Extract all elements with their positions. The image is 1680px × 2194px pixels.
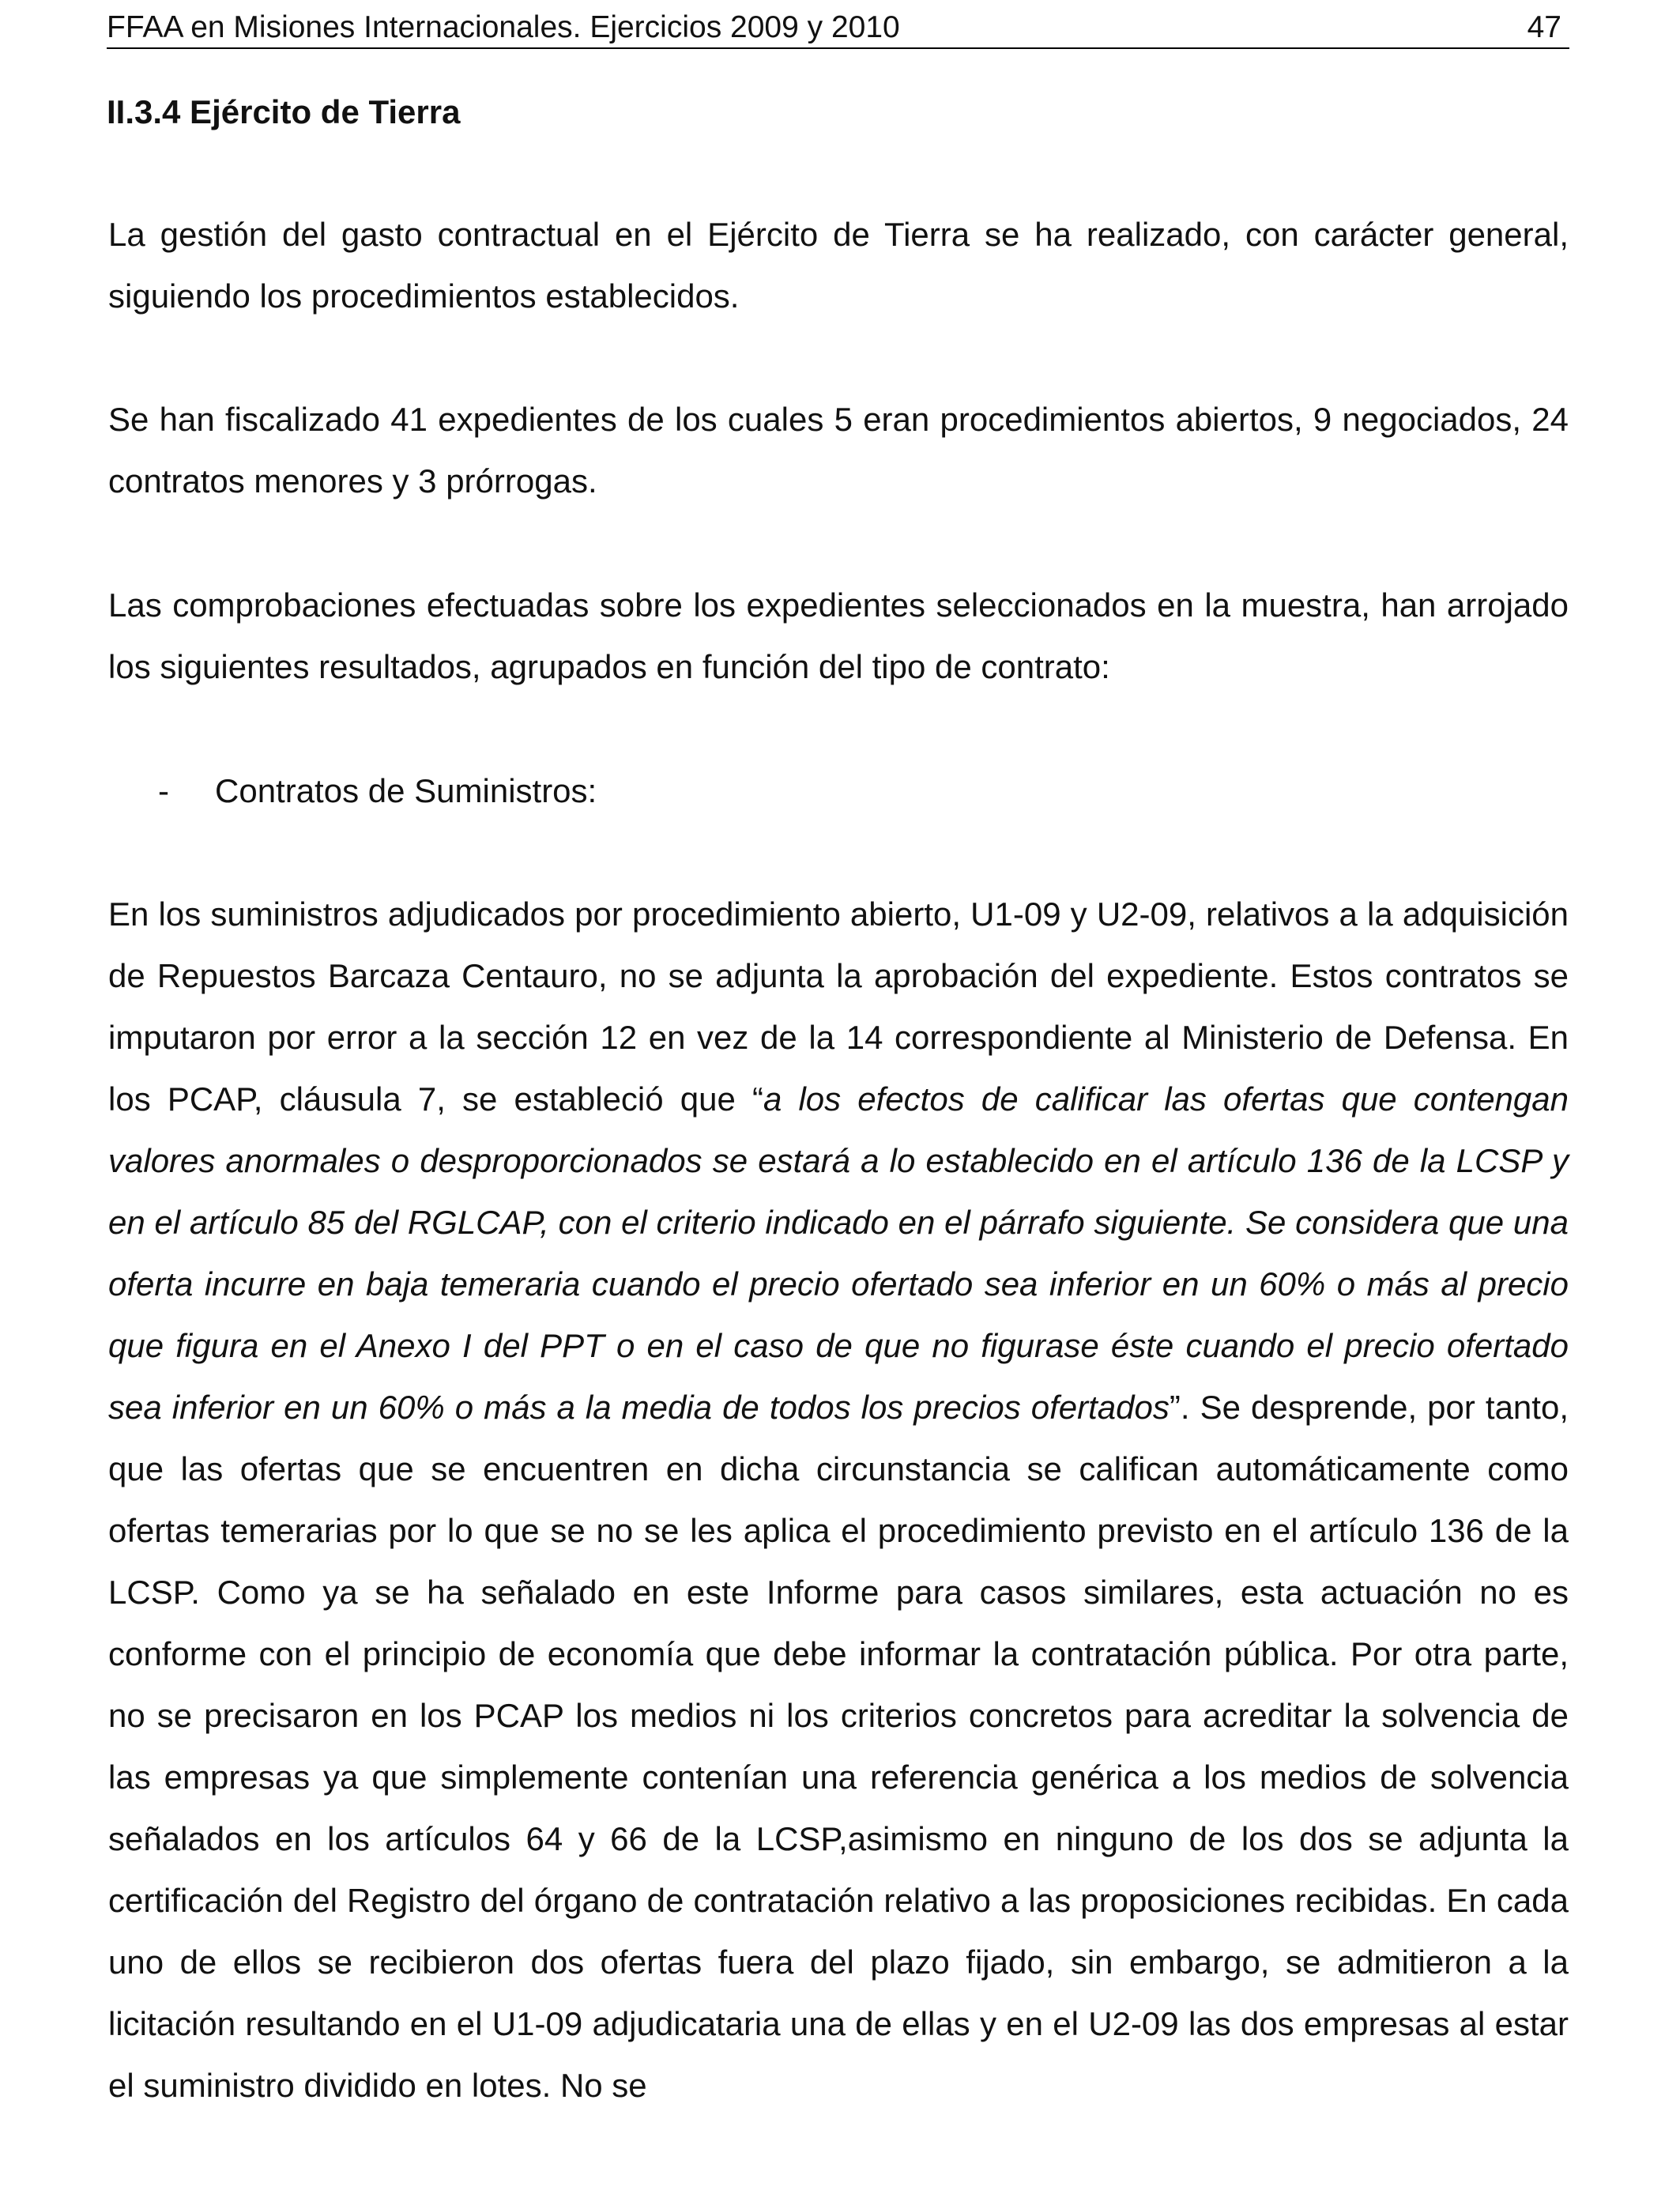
bullet-dash: -: [158, 772, 169, 809]
paragraph-4-rest: ”. Se desprende, por tanto, que las ofertas que se encuentren en dicha circunstancia se califican automáticamente como ofertas temerarias por lo que se no se les aplica el procedimiento previsto en el artículo 136 de la LCSP. Como ya se ha señalado en este Informe para casos similares, esta actuación no es conforme con el principio de economía que debe informar la contratación pública. Por otra parte, no se precisaron en los PCAP los medios ni los criterios concretos para acreditar la solvencia de las empresas ya que simplemente contenían una referencia genérica a los medios de solvencia señalados en los artículos 64 y 66 de la LCSP,asimismo en ninguno de los dos se adjunta la certificación del Registro del órgano de contratación relativo a las proposiciones recibidas. En cada uno de ellos se recibieron dos ofertas fuera del plazo fijado, sin embargo, se admitieron a la licitación resultando en el U1-09 adjudicataria una de ellas y en el U2-09 las dos empresas al estar el suministro dividido en lotes. No se: [108, 1389, 1569, 2104]
bullet-item: [158, 760, 597, 822]
page-header: [107, 8, 1569, 49]
paragraph-1: La gestión del gasto contractual en el Ejército de Tierra se ha realizado, con carácter general, siguiendo los procedimientos establecidos.: [108, 216, 1569, 315]
section-heading: II.3.4 Ejército de Tierra: [107, 93, 461, 130]
paragraph-4-quote: a los efectos de calificar las ofertas que contengan valores anormales o desproporcionados se estará a lo establecido en el artículo 136 de la LCSP y en el artículo 85 del RGLCAP, con el criterio indicado en el párrafo siguiente. Se considera que una oferta incurre en baja temeraria cuando el precio ofertado sea inferior en un 60% o más al precio que figura en el Anexo I del PPT o en el caso de que no figurase éste cuando el precio ofertado sea inferior en un 60% o más a la media de todos los precios ofertados: [108, 1080, 1569, 1426]
header-title: FFAA en Misiones Internacionales. Ejercicios 2009 y 2010: [107, 10, 900, 44]
paragraph-2: Se han fiscalizado 41 expedientes de los cuales 5 eran procedimientos abiertos, 9 negociados, 24 contratos menores y 3 prórrogas.: [108, 401, 1569, 499]
paragraph-4-intro: En los suministros adjudicados por procedimiento abierto, U1-09 y U2-09, relativos a la adquisición de Repuestos Barcaza Centauro, no se adjunta la aprobación del expediente. Estos contratos se imputaron por error a la sección 12 en vez de la 14 correspondiente al Ministerio de Defensa. En los PCAP, cláusula 7, se estableció que “: [108, 895, 1569, 1118]
page-number: 47: [1527, 10, 1561, 44]
paragraph-3: Las comprobaciones efectuadas sobre los expedientes seleccionados en la muestra, han arrojado los siguientes resultados, agrupados en función del tipo de contrato:: [108, 586, 1569, 685]
paragraph-4: [108, 884, 1569, 2117]
bullet-text: Contratos de Suministros:: [215, 772, 597, 809]
